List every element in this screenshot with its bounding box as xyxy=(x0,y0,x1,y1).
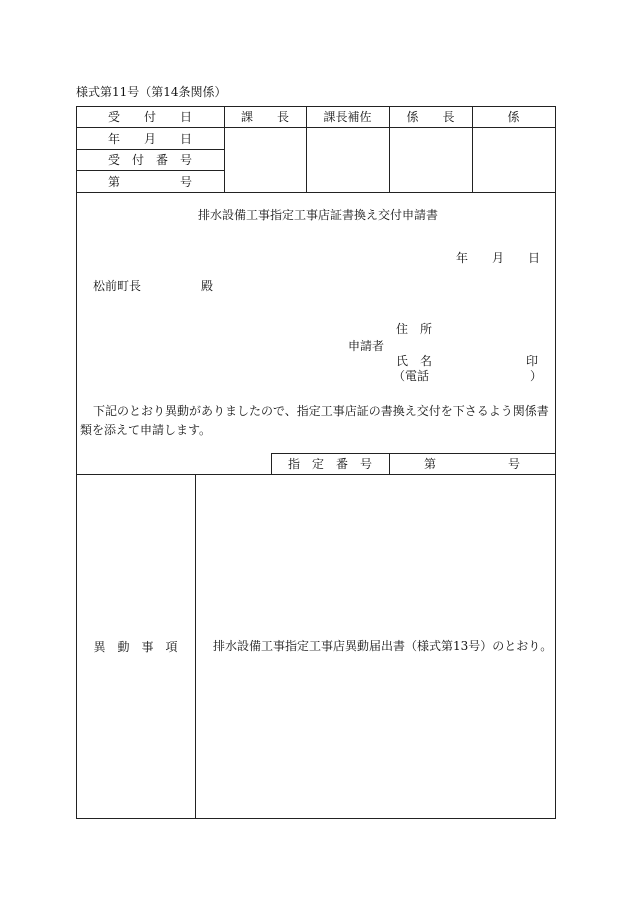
stamp-area-chief[interactable] xyxy=(225,128,306,192)
designation-number-label: 指 定 番 号 xyxy=(287,457,372,471)
body-text-line-2: 類を添えて申請します。 xyxy=(80,423,212,437)
stamp-area-staff[interactable] xyxy=(473,128,555,192)
phone-close: ） xyxy=(530,369,543,383)
form-title: 排水設備工事指定工事店証書換え交付申請書 xyxy=(198,208,439,222)
form-number: 様式第11号（第14条関係） xyxy=(76,85,227,99)
body-text-line-1: 下記のとおり異動がありましたので、指定工事店証の書換え交付を下さるよう関係書 xyxy=(93,404,549,418)
header-section-chief: 課 長 xyxy=(240,110,289,124)
row-date: 年 月 日 xyxy=(107,131,192,146)
header-deputy-chief: 課長補佐 xyxy=(323,110,372,124)
header-received-date: 受 付 日 xyxy=(107,110,192,124)
applicant-label: 申請者 xyxy=(348,339,385,353)
change-items-value[interactable]: 排水設備工事指定工事店異動届出書（様式第13号）のとおり。 xyxy=(213,639,553,653)
stamp-area-subsection-chief[interactable] xyxy=(390,128,472,192)
row-reception-number: 受 付 番 号 xyxy=(107,153,192,167)
addressee: 松前町長 殿 xyxy=(93,279,214,293)
row-number: 第 号 xyxy=(107,174,192,189)
change-items-label: 異 動 事 項 xyxy=(93,639,178,654)
header-subsection-chief: 係 長 xyxy=(406,110,455,124)
name-label: 氏 名 xyxy=(396,354,433,368)
application-date[interactable]: 年 月 日 xyxy=(456,251,541,265)
header-staff: 係 xyxy=(507,110,520,124)
seal-mark: 印 xyxy=(526,354,539,368)
address-label: 住 所 xyxy=(396,322,433,336)
phone-open: （電話 xyxy=(393,369,430,383)
designation-number-value[interactable]: 第 号 xyxy=(423,457,520,471)
stamp-area-deputy[interactable] xyxy=(307,128,389,192)
